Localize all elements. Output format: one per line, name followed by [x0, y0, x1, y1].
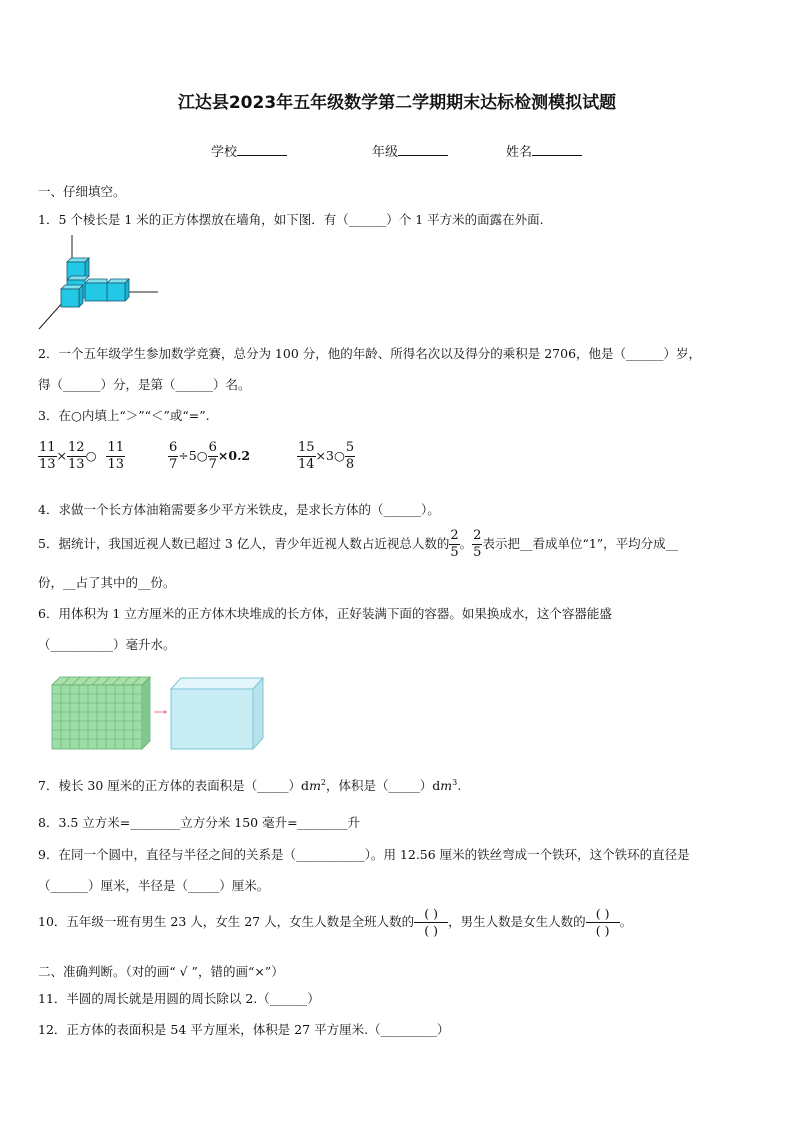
name-label: 姓名 — [506, 145, 533, 160]
section-2-heading: 二、准确判断。（对的画“ √ ”，错的画“×”） — [38, 964, 284, 979]
compare-expression-2: $\frac{6}{7}$ ÷5○ $\frac{6}{7}$ ×0.2 — [169, 440, 251, 472]
question-9-line-1: 9．在同一个圆中，直径与半径之间的关系是（___________）。用 12.56 厘米的铁丝弯成一个铁环，这个铁环的直径是 — [38, 847, 690, 862]
compare-circle[interactable]: ○ — [85, 448, 97, 463]
question-5-line-1: 5．据统计，我国近视人数已超过 3 亿人，青少年近视人数占近视总人数的 $\frac{2}{5}$ 。 $\frac{2}{5}$ 表示把__看成单位“1”，平均分成__ — [38, 528, 679, 560]
school-label: 学校 — [211, 145, 238, 160]
school-blank[interactable] — [237, 142, 287, 156]
question-8: 8．3.5 立方米=________立方分米 150 毫升=________升 — [38, 815, 361, 830]
fraction-answer-2[interactable]: ( ) ( ) — [586, 906, 620, 939]
section-1-heading: 一、仔细填空。 — [38, 184, 126, 199]
school-field — [211, 141, 287, 160]
blocks-and-container-figure — [46, 672, 270, 754]
grade-field — [372, 141, 448, 160]
question-7: 7．棱长 30 厘米的正方体的表面积是$(\_\_\_\_\_)dm^2$，体积是$(\_\_\_\_\_)dm^3$. — [38, 777, 462, 793]
question-1: 1．5 个棱长是 1 米的正方体摆放在墙角，如下图．有（______）个 1 平方米的面露在外面. — [38, 212, 544, 227]
compare-expression-1: $\frac{11}{13}$ × $\frac{12}{13}$ ○ $\frac{11}{13}$ — [39, 440, 125, 472]
name-field — [506, 141, 582, 160]
question-6-line-2: （__________）毫升水。 — [38, 637, 176, 652]
question-10: 10．五年级一班有男生 23 人，女生 27 人，女生人数是全班人数的 ( ) ( ) ，男生人数是女生人数的 ( ) ( ) 。 — [38, 906, 633, 938]
question-6-line-1: 6．用体积为 1 立方厘米的正方体木块堆成的长方体，正好装满下面的容器。如果换成水，这个容器能盛 — [38, 606, 612, 621]
question-3: 3．在○内填上“＞”“＜”或“=”. — [38, 408, 210, 423]
question-5-line-2: 份，__占了其中的__份。 — [38, 575, 176, 590]
page-title: 江达县2023年五年级数学第二学期期末达标检测模拟试题 — [177, 93, 617, 113]
name-blank[interactable] — [532, 142, 582, 156]
grade-label: 年级 — [372, 145, 399, 160]
fraction-answer-1[interactable]: ( ) ( ) — [414, 906, 448, 939]
compare-expression-3: $\frac{15}{14}$ ×3○ $\frac{5}{8}$ — [298, 440, 355, 472]
question-9-line-2: （______）厘米，半径是（_____）厘米。 — [38, 878, 270, 893]
question-12: 12．正方体的表面积是 54 平方厘米，体积是 27 平方厘米.（_________） — [38, 1022, 450, 1037]
corner-cubes-figure — [36, 232, 162, 332]
question-11: 11．半圆的周长就是用圆的周长除以 2.（______） — [38, 991, 320, 1006]
question-2-line-2: 得（______）分，是第（______）名。 — [38, 377, 251, 392]
question-4: 4．求做一个长方体油箱需要多少平方米铁皮，是求长方体的（______）。 — [38, 502, 440, 517]
grade-blank[interactable] — [398, 142, 448, 156]
question-2-line-1: 2．一个五年级学生参加数学竞赛，总分为 100 分，他的年龄、所得名次以及得分的乘积是 2706，他是（______）岁， — [38, 346, 702, 361]
